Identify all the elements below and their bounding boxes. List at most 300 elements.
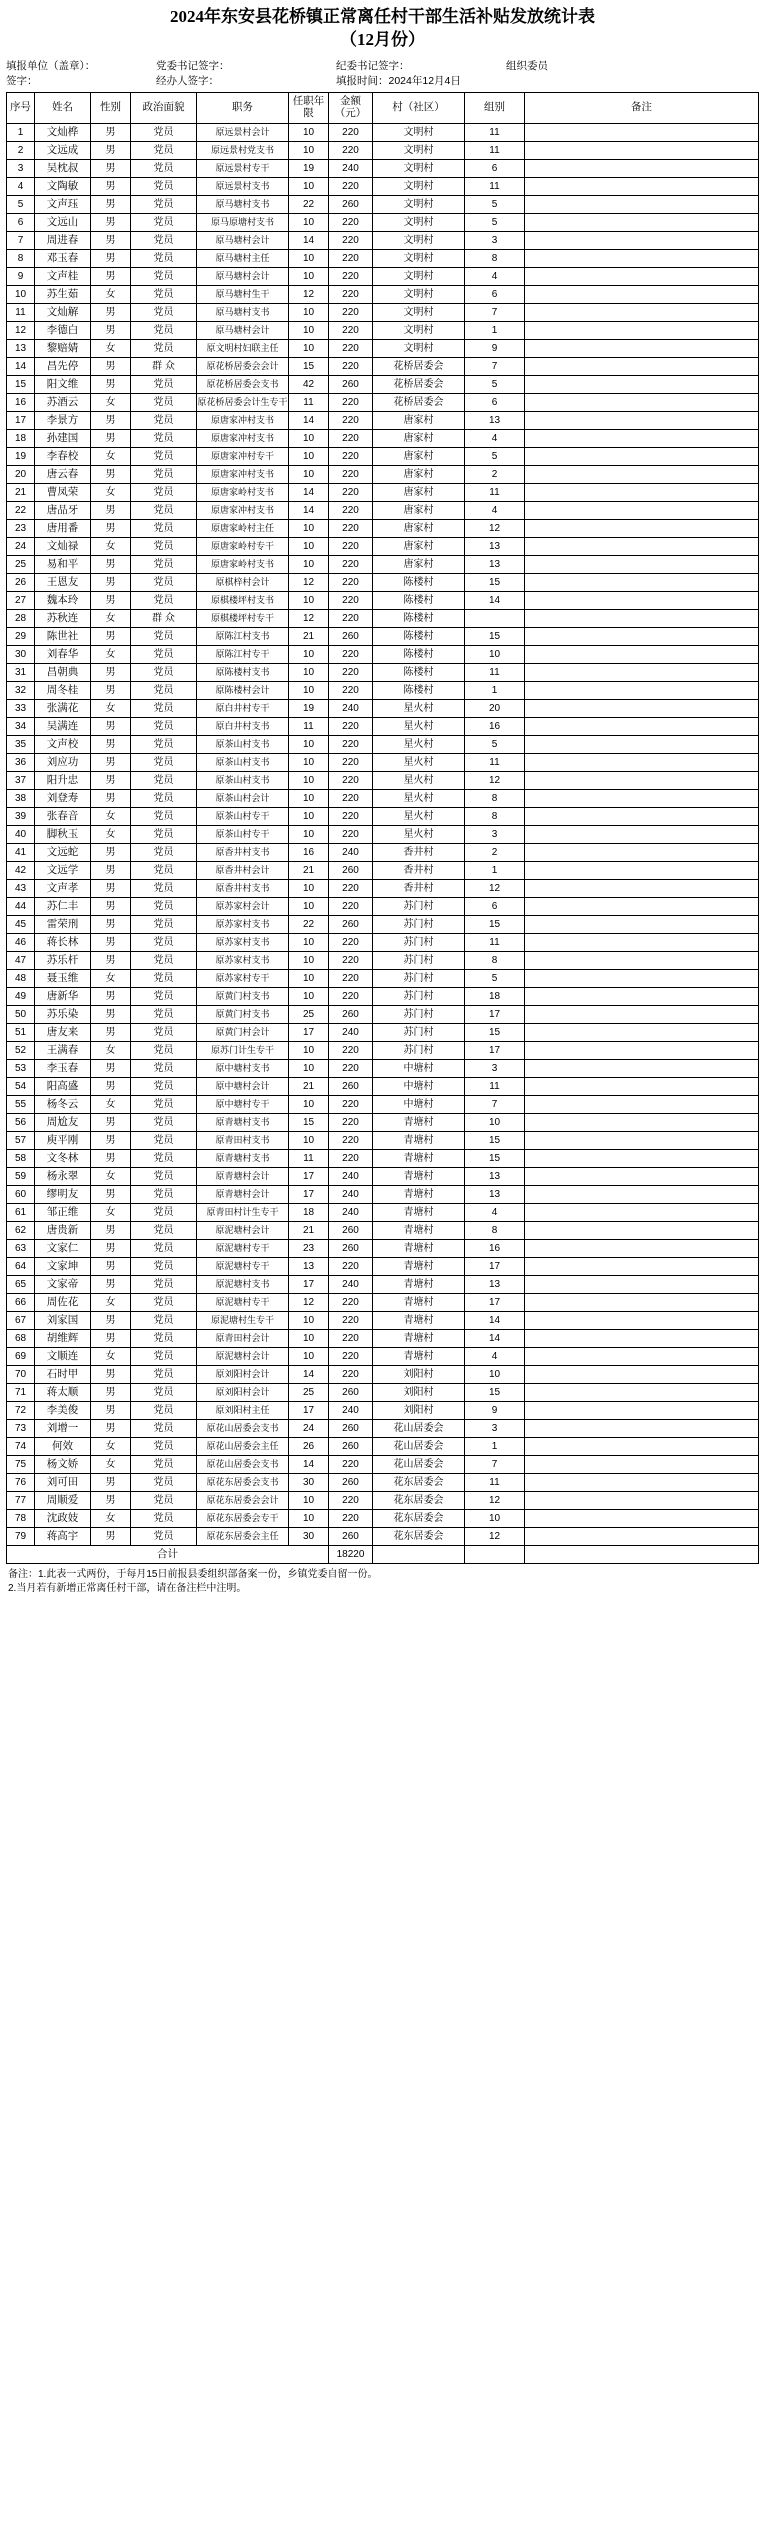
cell-pol: 党员 — [131, 339, 197, 357]
cell-vil: 苏门村 — [373, 951, 465, 969]
table-row — [7, 753, 759, 771]
cell-grp: 10 — [465, 1365, 525, 1383]
cell-job: 原花桥居委会会计 — [197, 357, 289, 375]
cell-seq: 40 — [7, 825, 35, 843]
cell-seq: 4 — [7, 177, 35, 195]
cell-sex: 男 — [91, 375, 131, 393]
table-row — [7, 1383, 759, 1401]
cell-name: 蒋长林 — [35, 933, 91, 951]
table-row — [7, 717, 759, 735]
cell-grp: 2 — [465, 843, 525, 861]
cell-seq: 34 — [7, 717, 35, 735]
table-row — [7, 141, 759, 159]
cell-rem — [525, 879, 759, 897]
cell-sex: 男 — [91, 789, 131, 807]
cell-seq: 20 — [7, 465, 35, 483]
cell-name: 唐用番 — [35, 519, 91, 537]
table-row — [7, 1311, 759, 1329]
cell-sex: 女 — [91, 537, 131, 555]
cell-vil: 青塘村 — [373, 1257, 465, 1275]
cell-vil: 青塘村 — [373, 1167, 465, 1185]
cell-pol: 群 众 — [131, 609, 197, 627]
cell-job: 原马塘村会计 — [197, 321, 289, 339]
cell-amt: 220 — [329, 1131, 373, 1149]
cell-seq: 44 — [7, 897, 35, 915]
cell-sex: 男 — [91, 1275, 131, 1293]
cell-pol: 党员 — [131, 213, 197, 231]
cell-job: 原刘阳村会计 — [197, 1383, 289, 1401]
cell-vil: 青塘村 — [373, 1347, 465, 1365]
cell-job: 原青塘村会计 — [197, 1167, 289, 1185]
cell-job: 原苏家村支书 — [197, 933, 289, 951]
table-row — [7, 1473, 759, 1491]
cell-job: 原唐家岭村支书 — [197, 555, 289, 573]
cell-pol: 党员 — [131, 663, 197, 681]
cell-name: 杨文娇 — [35, 1455, 91, 1473]
table-row — [7, 789, 759, 807]
cell-pol: 党员 — [131, 861, 197, 879]
table-row — [7, 555, 759, 573]
table-row — [7, 825, 759, 843]
cell-job: 原花山居委会支书 — [197, 1419, 289, 1437]
cell-vil: 文明村 — [373, 141, 465, 159]
cell-term: 26 — [289, 1437, 329, 1455]
cell-grp: 16 — [465, 1239, 525, 1257]
cell-sex: 男 — [91, 519, 131, 537]
cell-job: 原马塘村主任 — [197, 249, 289, 267]
cell-amt: 220 — [329, 321, 373, 339]
cell-vil: 唐家村 — [373, 465, 465, 483]
cell-vil: 唐家村 — [373, 429, 465, 447]
cell-rem — [525, 483, 759, 501]
cell-rem — [525, 285, 759, 303]
table-row — [7, 843, 759, 861]
cell-term: 10 — [289, 987, 329, 1005]
cell-seq: 35 — [7, 735, 35, 753]
table-row — [7, 609, 759, 627]
cell-grp: 11 — [465, 483, 525, 501]
cell-amt: 260 — [329, 1221, 373, 1239]
cell-pol: 党员 — [131, 573, 197, 591]
total-empty-cell — [525, 1545, 759, 1563]
cell-sex: 女 — [91, 645, 131, 663]
cell-vil: 青塘村 — [373, 1311, 465, 1329]
cell-pol: 党员 — [131, 1401, 197, 1419]
cell-amt: 240 — [329, 843, 373, 861]
cell-sex: 男 — [91, 987, 131, 1005]
cell-vil: 青塘村 — [373, 1239, 465, 1257]
cell-job: 原泥塘村支书 — [197, 1275, 289, 1293]
cell-grp: 5 — [465, 735, 525, 753]
cell-rem — [525, 1239, 759, 1257]
cell-term: 10 — [289, 1329, 329, 1347]
table-row — [7, 1041, 759, 1059]
cell-grp: 5 — [465, 375, 525, 393]
cell-vil: 陈楼村 — [373, 627, 465, 645]
cell-rem — [525, 1401, 759, 1419]
cell-vil: 青塘村 — [373, 1185, 465, 1203]
cell-rem — [525, 663, 759, 681]
cell-seq: 72 — [7, 1401, 35, 1419]
cell-name: 苏乐染 — [35, 1005, 91, 1023]
cell-pol: 党员 — [131, 591, 197, 609]
cell-rem — [525, 429, 759, 447]
cell-vil: 香井村 — [373, 861, 465, 879]
cell-grp — [465, 609, 525, 627]
cell-job: 原花山居委会主任 — [197, 1437, 289, 1455]
cell-seq: 76 — [7, 1473, 35, 1491]
cell-vil: 青塘村 — [373, 1131, 465, 1149]
cell-vil: 青塘村 — [373, 1113, 465, 1131]
cell-seq: 71 — [7, 1383, 35, 1401]
cell-name: 脚秋玉 — [35, 825, 91, 843]
table-row — [7, 969, 759, 987]
cell-name: 蒋太顺 — [35, 1383, 91, 1401]
cell-rem — [525, 1203, 759, 1221]
cell-seq: 25 — [7, 555, 35, 573]
cell-job: 原中塘村支书 — [197, 1059, 289, 1077]
cell-sex: 男 — [91, 231, 131, 249]
cell-rem — [525, 753, 759, 771]
cell-name: 邓玉春 — [35, 249, 91, 267]
cell-name: 唐品牙 — [35, 501, 91, 519]
table-row — [7, 591, 759, 609]
cell-job: 原泥塘村专干 — [197, 1293, 289, 1311]
cell-amt: 240 — [329, 1275, 373, 1293]
cell-grp: 10 — [465, 645, 525, 663]
cell-name: 文声桂 — [35, 267, 91, 285]
cell-name: 文远学 — [35, 861, 91, 879]
cell-amt: 240 — [329, 699, 373, 717]
cell-grp: 11 — [465, 753, 525, 771]
cell-rem — [525, 1455, 759, 1473]
cell-pol: 党员 — [131, 285, 197, 303]
cell-seq: 2 — [7, 141, 35, 159]
cell-sex: 女 — [91, 609, 131, 627]
cell-amt: 220 — [329, 465, 373, 483]
cell-seq: 67 — [7, 1311, 35, 1329]
cell-sex: 男 — [91, 1311, 131, 1329]
cell-sex: 男 — [91, 177, 131, 195]
table-row — [7, 627, 759, 645]
cell-job: 原唐家冲村专干 — [197, 447, 289, 465]
cell-term: 12 — [289, 573, 329, 591]
cell-grp: 12 — [465, 879, 525, 897]
cell-sex: 男 — [91, 195, 131, 213]
cell-amt: 220 — [329, 339, 373, 357]
cell-rem — [525, 789, 759, 807]
cell-grp: 9 — [465, 1401, 525, 1419]
cell-rem — [525, 321, 759, 339]
cell-sex: 男 — [91, 429, 131, 447]
cell-vil: 中塘村 — [373, 1095, 465, 1113]
cell-job: 原棋楼坪村专干 — [197, 609, 289, 627]
cell-rem — [525, 1419, 759, 1437]
cell-pol: 党员 — [131, 1185, 197, 1203]
cell-vil: 星火村 — [373, 825, 465, 843]
cell-vil: 苏门村 — [373, 897, 465, 915]
cell-amt: 240 — [329, 1167, 373, 1185]
cell-term: 10 — [289, 123, 329, 141]
cell-seq: 52 — [7, 1041, 35, 1059]
cell-pol: 党员 — [131, 1077, 197, 1095]
cell-vil: 陈楼村 — [373, 663, 465, 681]
cell-amt: 220 — [329, 897, 373, 915]
cell-vil: 文明村 — [373, 213, 465, 231]
cell-seq: 70 — [7, 1365, 35, 1383]
cell-rem — [525, 609, 759, 627]
cell-job: 原花东居委会主任 — [197, 1527, 289, 1545]
cell-pol: 党员 — [131, 1329, 197, 1347]
cell-amt: 240 — [329, 1401, 373, 1419]
cell-seq: 17 — [7, 411, 35, 429]
cell-grp: 8 — [465, 789, 525, 807]
cell-seq: 63 — [7, 1239, 35, 1257]
cell-pol: 党员 — [131, 807, 197, 825]
cell-term: 19 — [289, 699, 329, 717]
cell-grp: 3 — [465, 1419, 525, 1437]
footnote — [0, 1564, 765, 1607]
cell-vil: 青塘村 — [373, 1221, 465, 1239]
cell-grp: 7 — [465, 1455, 525, 1473]
cell-rem — [525, 1167, 759, 1185]
cell-name: 阳高盛 — [35, 1077, 91, 1095]
cell-seq: 47 — [7, 951, 35, 969]
table-row — [7, 285, 759, 303]
cell-amt: 220 — [329, 1113, 373, 1131]
cell-sex: 男 — [91, 861, 131, 879]
cell-amt: 220 — [329, 537, 373, 555]
cell-grp: 13 — [465, 1275, 525, 1293]
cell-pol: 党员 — [131, 267, 197, 285]
cell-amt: 220 — [329, 573, 373, 591]
cell-term: 18 — [289, 1203, 329, 1221]
cell-sex: 男 — [91, 1527, 131, 1545]
cell-sex: 男 — [91, 843, 131, 861]
table-row — [7, 807, 759, 825]
cell-vil: 陈楼村 — [373, 645, 465, 663]
cell-sex: 女 — [91, 699, 131, 717]
cell-pol: 党员 — [131, 1455, 197, 1473]
table-row — [7, 1437, 759, 1455]
cell-rem — [525, 915, 759, 933]
cell-grp: 8 — [465, 951, 525, 969]
cell-grp: 7 — [465, 1095, 525, 1113]
cell-name: 刘可田 — [35, 1473, 91, 1491]
cell-vil: 唐家村 — [373, 537, 465, 555]
cell-name: 苏仁丰 — [35, 897, 91, 915]
cell-amt: 220 — [329, 1059, 373, 1077]
cell-term: 10 — [289, 447, 329, 465]
cell-job: 原茶山村支书 — [197, 753, 289, 771]
cell-vil: 花桥居委会 — [373, 393, 465, 411]
cell-seq: 54 — [7, 1077, 35, 1095]
cell-sex: 女 — [91, 1509, 131, 1527]
cell-grp: 4 — [465, 1203, 525, 1221]
cell-seq: 59 — [7, 1167, 35, 1185]
table-row — [7, 933, 759, 951]
cell-job: 原马塘村会计 — [197, 231, 289, 249]
cell-seq: 48 — [7, 969, 35, 987]
cell-name: 刘登寿 — [35, 789, 91, 807]
cell-term: 10 — [289, 789, 329, 807]
cell-pol: 党员 — [131, 1095, 197, 1113]
cell-pol: 党员 — [131, 717, 197, 735]
cell-grp: 8 — [465, 1221, 525, 1239]
table-row — [7, 1023, 759, 1041]
cell-rem — [525, 1185, 759, 1203]
cell-vil: 文明村 — [373, 303, 465, 321]
table-row — [7, 123, 759, 141]
cell-vil: 陈楼村 — [373, 609, 465, 627]
cell-seq: 23 — [7, 519, 35, 537]
cell-job: 原远景村专干 — [197, 159, 289, 177]
cell-job: 原泥塘村生专干 — [197, 1311, 289, 1329]
cell-grp: 3 — [465, 1059, 525, 1077]
table-row — [7, 357, 759, 375]
cell-vil: 陈楼村 — [373, 681, 465, 699]
cell-seq: 21 — [7, 483, 35, 501]
cell-name: 沈政妓 — [35, 1509, 91, 1527]
table-row — [7, 177, 759, 195]
cell-job: 原白井村专干 — [197, 699, 289, 717]
cell-grp: 6 — [465, 393, 525, 411]
cell-grp: 4 — [465, 1347, 525, 1365]
cell-sex: 女 — [91, 447, 131, 465]
table-row — [7, 1113, 759, 1131]
cell-pol: 党员 — [131, 951, 197, 969]
table-row — [7, 1059, 759, 1077]
subsidy-table — [6, 92, 759, 1564]
cell-term: 30 — [289, 1527, 329, 1545]
cell-rem — [525, 969, 759, 987]
cell-seq: 13 — [7, 339, 35, 357]
cell-term: 17 — [289, 1167, 329, 1185]
cell-sex: 男 — [91, 555, 131, 573]
cell-job: 原马塘村支书 — [197, 303, 289, 321]
cell-pol: 党员 — [131, 249, 197, 267]
cell-term: 10 — [289, 1311, 329, 1329]
cell-grp: 14 — [465, 1329, 525, 1347]
cell-term: 10 — [289, 951, 329, 969]
cell-sex: 女 — [91, 1347, 131, 1365]
cell-vil: 香井村 — [373, 879, 465, 897]
meta-row-1 — [6, 58, 759, 73]
cell-term: 17 — [289, 1185, 329, 1203]
cell-pol: 党员 — [131, 933, 197, 951]
cell-job: 原花桥居委会支书 — [197, 375, 289, 393]
cell-pol: 党员 — [131, 1167, 197, 1185]
cell-amt: 220 — [329, 357, 373, 375]
header-sex: 性别 — [91, 92, 131, 123]
total-empty-cell — [465, 1545, 525, 1563]
cell-rem — [525, 1473, 759, 1491]
cell-vil: 苏门村 — [373, 969, 465, 987]
cell-job: 原茶山村支书 — [197, 735, 289, 753]
cell-amt: 220 — [329, 393, 373, 411]
cell-term: 10 — [289, 681, 329, 699]
cell-rem — [525, 195, 759, 213]
cell-pol: 党员 — [131, 1383, 197, 1401]
cell-seq: 75 — [7, 1455, 35, 1473]
cell-sex: 男 — [91, 1023, 131, 1041]
table-row — [7, 375, 759, 393]
cell-grp: 18 — [465, 987, 525, 1005]
cell-sex: 男 — [91, 159, 131, 177]
table-row — [7, 411, 759, 429]
meta-fill-date: 填报时间：2024年12月4日 — [336, 74, 461, 87]
cell-sex: 男 — [91, 411, 131, 429]
cell-amt: 220 — [329, 879, 373, 897]
cell-grp: 16 — [465, 717, 525, 735]
cell-grp: 15 — [465, 1131, 525, 1149]
table-row — [7, 1131, 759, 1149]
cell-amt: 220 — [329, 951, 373, 969]
cell-job: 原唐家冲村支书 — [197, 411, 289, 429]
cell-amt: 220 — [329, 303, 373, 321]
cell-rem — [525, 501, 759, 519]
cell-seq: 30 — [7, 645, 35, 663]
cell-name: 文家帝 — [35, 1275, 91, 1293]
cell-pol: 党员 — [131, 1041, 197, 1059]
cell-vil: 花山居委会 — [373, 1455, 465, 1473]
cell-pol: 党员 — [131, 429, 197, 447]
cell-term: 10 — [289, 807, 329, 825]
cell-grp: 5 — [465, 195, 525, 213]
form-meta — [0, 54, 765, 90]
cell-sex: 男 — [91, 123, 131, 141]
table-body — [7, 123, 759, 1563]
cell-seq: 3 — [7, 159, 35, 177]
cell-seq: 19 — [7, 447, 35, 465]
cell-amt: 220 — [329, 609, 373, 627]
cell-name: 王恩友 — [35, 573, 91, 591]
cell-amt: 220 — [329, 249, 373, 267]
cell-vil: 青塘村 — [373, 1149, 465, 1167]
cell-job: 原中塘村会计 — [197, 1077, 289, 1095]
cell-seq: 18 — [7, 429, 35, 447]
cell-term: 10 — [289, 1347, 329, 1365]
table-row — [7, 1365, 759, 1383]
cell-grp: 11 — [465, 141, 525, 159]
cell-sex: 男 — [91, 771, 131, 789]
cell-rem — [525, 375, 759, 393]
cell-job: 原茶山村专干 — [197, 825, 289, 843]
table-row — [7, 267, 759, 285]
cell-term: 17 — [289, 1275, 329, 1293]
cell-rem — [525, 951, 759, 969]
cell-pol: 群 众 — [131, 357, 197, 375]
cell-sex: 男 — [91, 501, 131, 519]
cell-term: 13 — [289, 1257, 329, 1275]
cell-term: 10 — [289, 645, 329, 663]
cell-pol: 党员 — [131, 1203, 197, 1221]
table-row — [7, 645, 759, 663]
cell-seq: 66 — [7, 1293, 35, 1311]
cell-grp: 12 — [465, 1527, 525, 1545]
table-row — [7, 303, 759, 321]
cell-sex: 男 — [91, 1149, 131, 1167]
cell-amt: 220 — [329, 645, 373, 663]
cell-term: 10 — [289, 141, 329, 159]
cell-job: 原唐家冲村支书 — [197, 429, 289, 447]
cell-vil: 文明村 — [373, 231, 465, 249]
cell-grp: 5 — [465, 969, 525, 987]
cell-job: 原黄门村支书 — [197, 987, 289, 1005]
cell-term: 10 — [289, 897, 329, 915]
cell-name: 阳文维 — [35, 375, 91, 393]
total-amount: 18220 — [329, 1545, 373, 1563]
